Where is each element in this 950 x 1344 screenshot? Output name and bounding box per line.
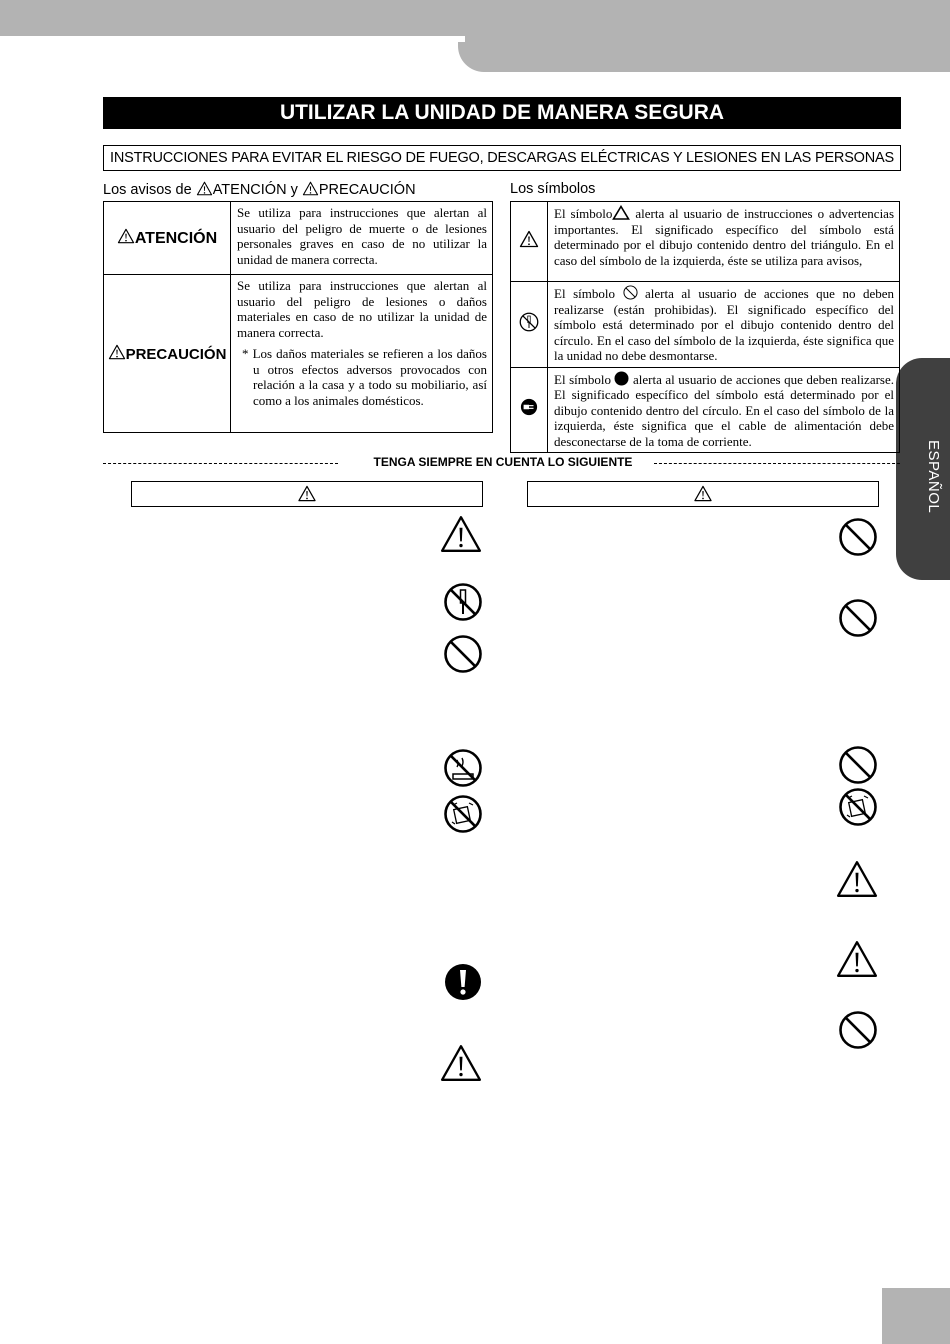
prohibited-icon xyxy=(838,598,878,638)
divider-heading: TENGA SIEMPRE EN CUENTA LO SIGUIENTE xyxy=(373,455,633,469)
prohibited-icon xyxy=(838,1010,878,1050)
header-tab-gap xyxy=(0,36,465,42)
prohibited-icon xyxy=(838,745,878,785)
page-subtitle: INSTRUCCIONES PARA EVITAR EL RIESGO DE FUEGO, DESCARGAS ELÉCTRICAS Y LESIONES EN LAS PERSONAS xyxy=(103,145,901,171)
warning-triangle-icon xyxy=(196,181,213,196)
triangle-outline-icon xyxy=(612,205,630,220)
precaucion-note: * Los daños materiales se refieren a los daños u otros efectos adversos provocados con relación a la casa y a todo su mobiliario, así como a los animales domésticos. xyxy=(242,346,487,408)
atencion-label-cell xyxy=(104,202,231,275)
precaucion-text: Se utiliza para instrucciones que alertan al usuario del peligro de lesiones o daños materiales en caso de no utilizar la unidad de manera correcta. xyxy=(237,278,487,340)
warning-triangle-icon xyxy=(302,181,319,196)
page-number-tab xyxy=(882,1288,950,1344)
prohibited-description-body: alerta al usuario de acciones que no deben realizarse (están prohibidas). El significado específico del símbolo está determinado por el dibujo contenido dentro del círculo. En el caso del símbolo de la izquierda, éste significa que la unidad no debe desmontarse. xyxy=(554,286,895,363)
left-column-header xyxy=(131,481,483,507)
warning-triangle-icon xyxy=(117,228,135,244)
warnings-heading-word1: ATENCIÓN xyxy=(212,182,287,198)
filled-circle-icon xyxy=(614,371,629,386)
no-disassemble-icon xyxy=(443,582,483,622)
header-tab xyxy=(458,30,950,72)
symbol-cell-mandatory xyxy=(511,367,548,453)
warning-triangle-icon xyxy=(519,230,539,248)
no-drop-icon xyxy=(443,794,483,834)
warnings-table xyxy=(103,201,493,433)
warning-triangle-icon xyxy=(297,485,317,502)
prohibited-icon xyxy=(838,517,878,557)
symbol-cell-triangle xyxy=(511,202,548,282)
atencion-label: ATENCIÓN xyxy=(134,230,218,247)
divider-line-right xyxy=(654,463,900,464)
precaucion-cell xyxy=(231,275,493,433)
right-column-header xyxy=(527,481,879,507)
warning-triangle-icon xyxy=(836,940,878,978)
prohibited-icon xyxy=(623,285,638,300)
mandatory-icon xyxy=(443,962,483,1002)
no-drop-icon xyxy=(838,787,878,827)
triangle-description-body: alerta al usuario de instrucciones o advertencias importantes. El significado específico del símbolo está determinado por el dibujo contenido dentro del triángulo. En el caso del símbolo de la izquierda, éste se utiliza para avisos, xyxy=(554,206,895,268)
symbols-heading: Los símbolos xyxy=(510,181,596,197)
precaucion-label: PRECAUCIÓN xyxy=(125,345,227,363)
warning-triangle-icon xyxy=(108,344,126,360)
unplug-icon xyxy=(520,398,538,416)
mandatory-description xyxy=(548,367,900,453)
mandatory-description-body: alerta al usuario de acciones que deben realizarse. El significado específico del símbolo está determinado por el dibujo contenido dentro del círculo. En el caso del símbolo de la izquierda, éste significa que el cable de alimentación debe desconectarse de la toma de corriente. xyxy=(554,371,894,449)
prohibited-description-lead: El símbolo xyxy=(554,286,615,301)
warning-triangle-icon xyxy=(440,515,482,553)
no-water-icon xyxy=(443,748,483,788)
symbols-table xyxy=(510,201,900,453)
precaucion-label-cell xyxy=(104,275,231,433)
language-label: ESPAÑOL xyxy=(925,440,942,514)
warning-triangle-icon xyxy=(836,860,878,898)
triangle-description-lead: El símbolo xyxy=(554,206,613,221)
warning-triangle-icon xyxy=(440,1044,482,1082)
atencion-text: Se utiliza para instrucciones que alertan al usuario del peligro de muerte o de lesiones personales graves en caso de no utilizar la unidad de manera correcta. xyxy=(231,202,493,275)
prohibited-icon xyxy=(443,634,483,674)
no-disassemble-icon xyxy=(519,312,539,332)
page-title: UTILIZAR LA UNIDAD DE MANERA SEGURA xyxy=(103,97,901,129)
warnings-heading-and: y xyxy=(290,182,298,198)
warning-triangle-icon xyxy=(693,485,713,502)
warnings-heading-word2: PRECAUCIÓN xyxy=(318,182,416,198)
divider-line-left xyxy=(103,463,338,464)
prohibited-description xyxy=(548,282,900,368)
symbol-cell-prohibited xyxy=(511,282,548,368)
triangle-description xyxy=(548,202,900,282)
warnings-heading xyxy=(103,181,416,198)
mandatory-description-lead: El símbolo xyxy=(554,371,611,387)
warnings-heading-prefix: Los avisos de xyxy=(103,182,192,198)
